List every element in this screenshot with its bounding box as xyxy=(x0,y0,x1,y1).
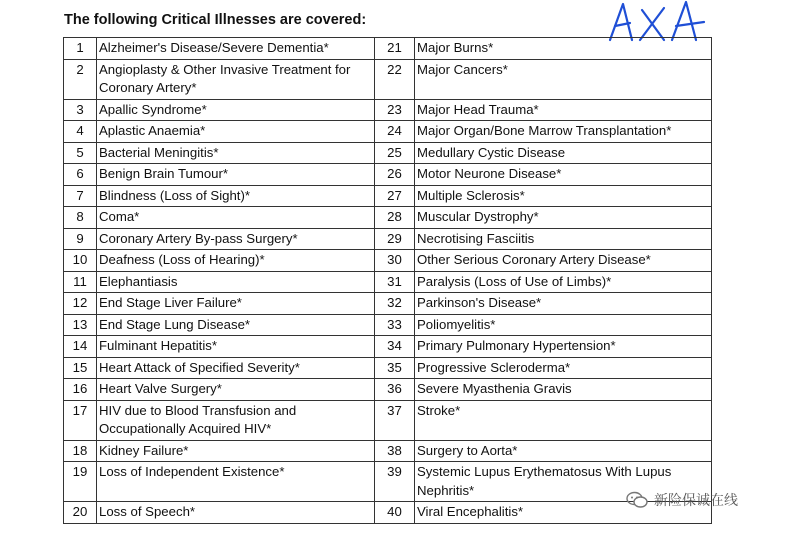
illness-name: Stroke* xyxy=(415,400,712,440)
illness-number: 15 xyxy=(64,357,97,379)
illness-number: 35 xyxy=(375,357,415,379)
illness-number: 1 xyxy=(64,38,97,60)
illness-number: 19 xyxy=(64,462,97,502)
watermark-text: 新险保诚在线 xyxy=(654,493,738,509)
illness-number: 31 xyxy=(375,271,415,293)
table-row xyxy=(64,207,712,229)
table-row xyxy=(64,228,712,250)
illness-number: 7 xyxy=(64,185,97,207)
illness-name: Loss of Independent Existence* xyxy=(97,462,375,502)
illness-number: 24 xyxy=(375,121,415,143)
illness-name: Motor Neurone Disease* xyxy=(415,164,712,186)
illness-name: Surgery to Aorta* xyxy=(415,440,712,462)
illness-name: Parkinson's Disease* xyxy=(415,293,712,315)
illness-name: Major Burns* xyxy=(415,38,712,60)
illness-number: 6 xyxy=(64,164,97,186)
illness-number: 25 xyxy=(375,142,415,164)
illness-name: Other Serious Coronary Artery Disease* xyxy=(415,250,712,272)
illness-number: 13 xyxy=(64,314,97,336)
illness-number: 40 xyxy=(375,502,415,524)
illness-name: Fulminant Hepatitis* xyxy=(97,336,375,358)
illness-name: Loss of Speech* xyxy=(97,502,375,524)
illness-number: 38 xyxy=(375,440,415,462)
table-row xyxy=(64,164,712,186)
illness-number: 36 xyxy=(375,379,415,401)
illness-name: Benign Brain Tumour* xyxy=(97,164,375,186)
illness-name: Necrotising Fasciitis xyxy=(415,228,712,250)
table-row xyxy=(64,121,712,143)
illness-name: Angioplasty & Other Invasive Treatment for Coronary Artery* xyxy=(97,59,375,99)
illness-name: Severe Myasthenia Gravis xyxy=(415,379,712,401)
illness-name: Muscular Dystrophy* xyxy=(415,207,712,229)
illness-number: 14 xyxy=(64,336,97,358)
illness-name: Blindness (Loss of Sight)* xyxy=(97,185,375,207)
illness-name: Coronary Artery By-pass Surgery* xyxy=(97,228,375,250)
illness-name: Multiple Sclerosis* xyxy=(415,185,712,207)
table-row xyxy=(64,250,712,272)
illness-name: End Stage Lung Disease* xyxy=(97,314,375,336)
illness-number: 17 xyxy=(64,400,97,440)
illness-number: 32 xyxy=(375,293,415,315)
table-row xyxy=(64,185,712,207)
table-row xyxy=(64,293,712,315)
illness-number: 30 xyxy=(375,250,415,272)
illness-number: 34 xyxy=(375,336,415,358)
illness-name: End Stage Liver Failure* xyxy=(97,293,375,315)
table-row xyxy=(64,462,712,502)
illness-number: 28 xyxy=(375,207,415,229)
illness-name: Kidney Failure* xyxy=(97,440,375,462)
illness-name: Major Head Trauma* xyxy=(415,99,712,121)
illness-number: 37 xyxy=(375,400,415,440)
illness-number: 39 xyxy=(375,462,415,502)
table-row xyxy=(64,440,712,462)
table-row xyxy=(64,400,712,440)
illness-name: Major Cancers* xyxy=(415,59,712,99)
illness-name: Aplastic Anaemia* xyxy=(97,121,375,143)
illness-number: 20 xyxy=(64,502,97,524)
table-row xyxy=(64,502,712,524)
illness-name: Coma* xyxy=(97,207,375,229)
illness-number: 12 xyxy=(64,293,97,315)
critical-illness-table xyxy=(63,37,712,524)
illness-number: 21 xyxy=(375,38,415,60)
table-row xyxy=(64,357,712,379)
watermark xyxy=(626,490,738,510)
illness-name: Elephantiasis xyxy=(97,271,375,293)
illness-number: 10 xyxy=(64,250,97,272)
illness-name: Medullary Cystic Disease xyxy=(415,142,712,164)
illness-name: Heart Valve Surgery* xyxy=(97,379,375,401)
illness-name: Major Organ/Bone Marrow Transplantation* xyxy=(415,121,712,143)
illness-number: 23 xyxy=(375,99,415,121)
illness-number: 26 xyxy=(375,164,415,186)
illness-number: 8 xyxy=(64,207,97,229)
illness-number: 2 xyxy=(64,59,97,99)
illness-name: Poliomyelitis* xyxy=(415,314,712,336)
illness-name: Viral Encephalitis* xyxy=(415,502,712,524)
table-row xyxy=(64,336,712,358)
illness-number: 5 xyxy=(64,142,97,164)
illness-number: 9 xyxy=(64,228,97,250)
illness-name: Systemic Lupus Erythematosus With Lupus Nephritis* xyxy=(415,462,712,502)
illness-number: 27 xyxy=(375,185,415,207)
illness-number: 4 xyxy=(64,121,97,143)
illness-name: Paralysis (Loss of Use of Limbs)* xyxy=(415,271,712,293)
table-row xyxy=(64,314,712,336)
illness-name: Apallic Syndrome* xyxy=(97,99,375,121)
illness-name: Deafness (Loss of Hearing)* xyxy=(97,250,375,272)
illness-number: 11 xyxy=(64,271,97,293)
illness-number: 29 xyxy=(375,228,415,250)
illness-number: 22 xyxy=(375,59,415,99)
illness-name: Alzheimer's Disease/Severe Dementia* xyxy=(97,38,375,60)
table-row xyxy=(64,38,712,60)
illness-number: 33 xyxy=(375,314,415,336)
illness-name: Heart Attack of Specified Severity* xyxy=(97,357,375,379)
table-row xyxy=(64,99,712,121)
table-row xyxy=(64,271,712,293)
table-row xyxy=(64,142,712,164)
illness-number: 18 xyxy=(64,440,97,462)
table-row xyxy=(64,379,712,401)
illness-name: Progressive Scleroderma* xyxy=(415,357,712,379)
illness-number: 16 xyxy=(64,379,97,401)
illness-number: 3 xyxy=(64,99,97,121)
illness-name: Bacterial Meningitis* xyxy=(97,142,375,164)
illness-name: HIV due to Blood Transfusion and Occupationally Acquired HIV* xyxy=(97,400,375,440)
wechat-icon xyxy=(626,491,648,509)
illness-name: Primary Pulmonary Hypertension* xyxy=(415,336,712,358)
table-row xyxy=(64,59,712,99)
document-heading: The following Critical Illnesses are covered: xyxy=(64,12,367,28)
